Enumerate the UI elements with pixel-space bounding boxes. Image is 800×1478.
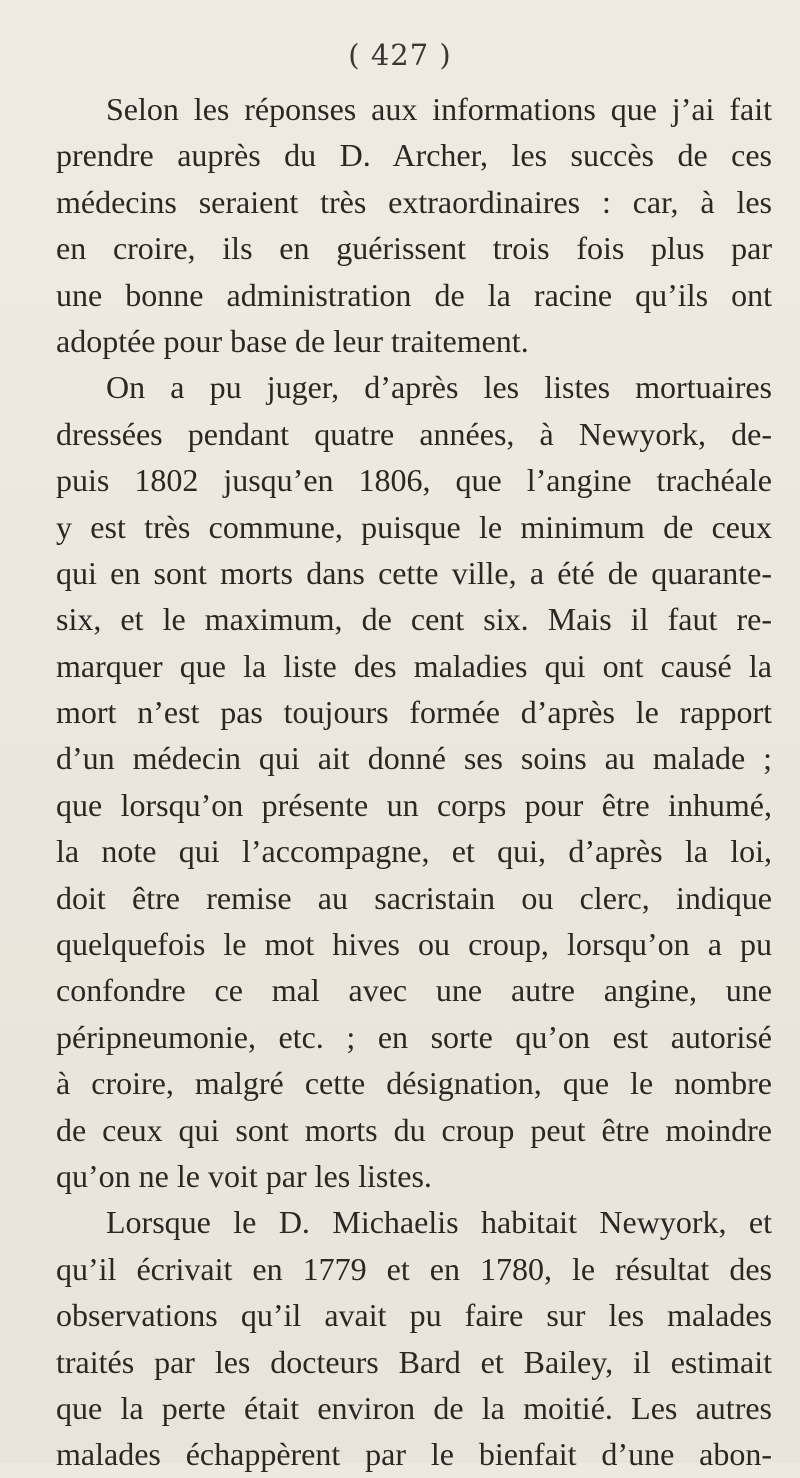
text-line: à croire, malgré cette désignation, que le nombre [56,1065,772,1102]
text-line: qu’il écrivait en 1779 et en 1780, le résultat des [56,1250,772,1287]
text-line: Selon les réponses aux informations que j’ai fait [106,91,772,127]
text-line: quelquefois le mot hives ou croup, lorsqu’on a pu [56,926,772,963]
body-text [56,86,772,1478]
text-line: malades échappèrent par le bienfait d’une abon- [56,1436,772,1473]
text-line: doit être remise au sacristain ou clerc, indique [56,879,772,916]
text-line: puis 1802 jusqu’en 1806, que l’angine trachéale [56,462,772,499]
text-line: adoptée pour base de leur traitement. [56,322,529,359]
text-line: la note qui l’accompagne, et qui, d’après la loi, [56,833,772,870]
text-line: marquer que la liste des maladies qui ont causé la [56,647,772,684]
text-line: en croire, ils en guérissent trois fois plus par [56,230,772,267]
text-line: péripneumonie, etc. ; en sorte qu’on est autorisé [56,1018,772,1055]
text-line: dressées pendant quatre années, à Newyork, de- [56,415,772,452]
text-line: d’un médecin qui ait donné ses soins au malade ; [56,740,772,777]
text-line: qui en sont morts dans cette ville, a été de quarante- [56,554,772,591]
text-line: Lorsque le D. Michaelis habitait Newyork, et [106,1204,772,1241]
text-line: une bonne administration de la racine qu’ils ont [56,276,772,313]
text-line: mort n’est pas toujours formée d’après le rapport [56,694,772,731]
text-line: qu’on ne le voit par les listes. [56,1157,432,1194]
text-line: traités par les docteurs Bard et Bailey, il estimait [56,1343,772,1380]
text-line: confondre ce mal avec une autre angine, une [56,972,772,1009]
text-line: de ceux qui sont morts du croup peut être moindre [56,1111,772,1148]
text-line: On a pu juger, d’après les listes mortuaires [106,369,772,406]
text-line: que la perte était environ de la moitié. Les autres [56,1389,772,1426]
text-line: prendre auprès du D. Archer, les succès de ces [56,137,772,174]
text-line: six, et le maximum, de cent six. Mais il faut re- [56,601,772,638]
text-line: que lorsqu’on présente un corps pour être inhumé, [56,786,772,823]
text-line: observations qu’il avait pu faire sur les malades [56,1297,772,1334]
page-number: ( 427 ) [348,38,452,72]
text-line: y est très commune, puisque le minimum de ceux [56,508,772,545]
text-line: médecins seraient très extraordinaires : car, à les [56,183,772,220]
